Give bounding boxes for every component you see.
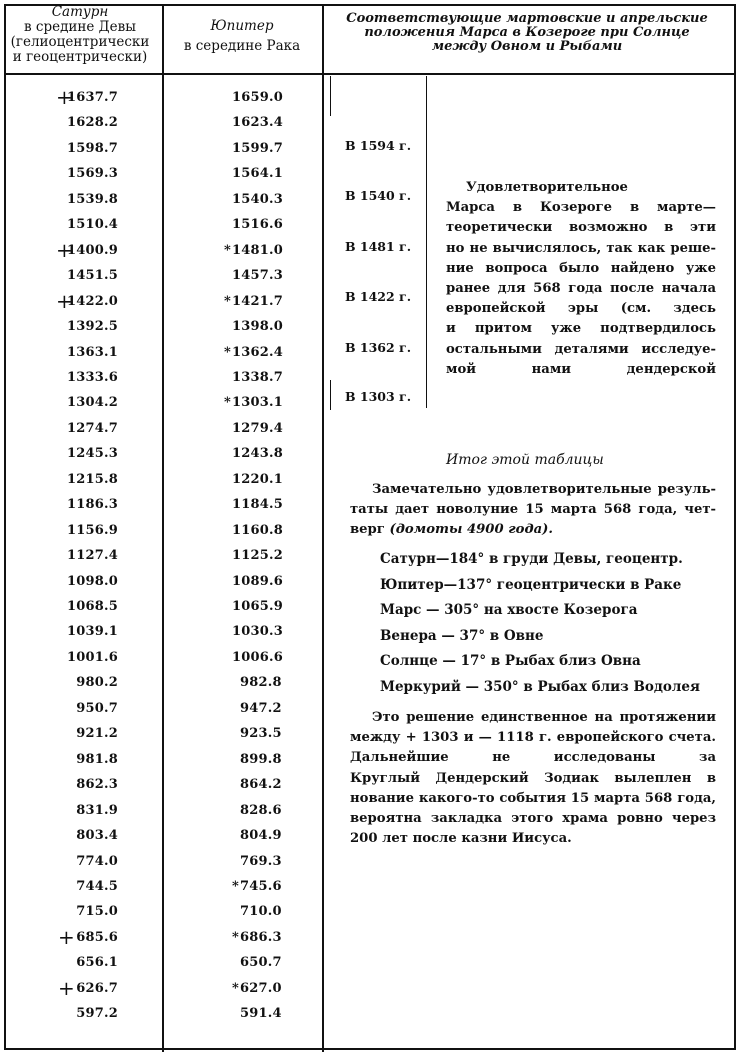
- summary-title: Итог этой таблицы: [446, 452, 604, 468]
- saturn-value: 1215.8: [67, 472, 118, 487]
- column-divider: [162, 4, 164, 1052]
- text-line: и притом уже подтвердилось: [446, 321, 716, 337]
- plus-sign: +: [56, 85, 73, 109]
- saturn-value: 1451.5: [67, 268, 118, 283]
- header-line: (гелиоцентрически: [10, 34, 150, 50]
- jupiter-value: 1279.4: [232, 421, 283, 436]
- header-line: положения Марса в Козероге при Солнце: [364, 25, 690, 40]
- jupiter-value: 1184.5: [232, 497, 283, 512]
- mars-year: В 1594 г.: [345, 138, 412, 153]
- jupiter-value: 1564.1: [232, 166, 283, 181]
- saturn-value: 1245.3: [67, 446, 118, 461]
- jupiter-value: 769.3: [240, 854, 282, 869]
- text-line: 200 лет после казни Иисуса.: [350, 831, 572, 847]
- header-line: в середине Рака: [183, 38, 301, 54]
- asterisk-mark: *: [232, 930, 239, 945]
- text-line: вероятна закладка этого храма ровно через: [350, 810, 716, 826]
- saturn-value: 1068.5: [67, 599, 118, 614]
- saturn-value: 1422.0: [67, 294, 118, 309]
- jupiter-value: 1659.0: [232, 90, 283, 105]
- saturn-value: 1333.6: [67, 370, 118, 385]
- text-line: Дальнейшие не исследованы за: [350, 750, 716, 766]
- plus-sign: +: [56, 238, 73, 262]
- saturn-value: 1001.6: [67, 650, 118, 665]
- jupiter-value: 1338.7: [232, 370, 283, 385]
- text-line: теоретически возможно в эти: [446, 220, 716, 236]
- jupiter-value: 710.0: [240, 904, 282, 919]
- jupiter-value: 982.8: [240, 675, 282, 690]
- saturn-value: 921.2: [76, 726, 118, 741]
- header-line: и геоцентрически): [12, 49, 148, 65]
- planet-position: Венера — 37° в Овне: [380, 628, 544, 644]
- saturn-value: 981.8: [76, 752, 118, 767]
- saturn-value: 656.1: [76, 955, 118, 970]
- text-line: между + 1303 и — 1118 г. европейского счета.: [350, 730, 716, 746]
- jupiter-value: 1303.1: [232, 395, 283, 410]
- mars-year: В 1481 г.: [345, 239, 412, 254]
- asterisk-mark: *: [232, 879, 239, 894]
- mars-column-header: [324, 12, 730, 54]
- jupiter-value: 745.6: [240, 879, 282, 894]
- jupiter-column-header: [164, 16, 320, 56]
- jupiter-value: 1160.8: [232, 523, 283, 538]
- jupiter-value: 1421.7: [232, 294, 283, 309]
- plus-sign: +: [56, 289, 73, 313]
- asterisk-mark: *: [224, 294, 231, 309]
- header-line: Соответствующие мартовские и апрельские: [346, 11, 708, 26]
- saturn-value: 862.3: [76, 777, 118, 792]
- mars-year: В 1422 г.: [345, 289, 412, 304]
- text-line: [350, 520, 716, 540]
- text-fragment: верг: [350, 522, 390, 538]
- summary-conclusion: [350, 708, 716, 849]
- asterisk-mark: *: [224, 395, 231, 410]
- saturn-value: 626.7: [76, 981, 118, 996]
- saturn-value: 1304.2: [67, 395, 118, 410]
- saturn-value: 1637.7: [67, 90, 118, 105]
- saturn-value: 1363.1: [67, 345, 118, 360]
- mars-year: В 1303 г.: [345, 389, 412, 404]
- text-line: Марса в Козероге в марте—: [446, 200, 716, 216]
- text-line: мой нами дендерской: [446, 361, 716, 377]
- mars-note: [446, 178, 716, 380]
- jupiter-value: 828.6: [240, 803, 282, 818]
- jupiter-value: 899.8: [240, 752, 282, 767]
- jupiter-value: 1243.8: [232, 446, 283, 461]
- saturn-value: 1598.7: [67, 141, 118, 156]
- plus-sign: +: [58, 925, 75, 949]
- jupiter-value: 650.7: [240, 955, 282, 970]
- saturn-value: 597.2: [76, 1006, 118, 1021]
- jupiter-value: 1362.4: [232, 345, 283, 360]
- jupiter-value: 1481.0: [232, 243, 283, 258]
- saturn-value: 1510.4: [67, 217, 118, 232]
- asterisk-mark: *: [224, 345, 231, 360]
- asterisk-mark: *: [232, 981, 239, 996]
- saturn-value: 803.4: [76, 828, 118, 843]
- plus-sign: +: [58, 976, 75, 1000]
- header-rule: [4, 73, 736, 75]
- saturn-value: 1156.9: [67, 523, 118, 538]
- saturn-value: 1098.0: [67, 574, 118, 589]
- saturn-value: 744.5: [76, 879, 118, 894]
- saturn-value: 774.0: [76, 854, 118, 869]
- jupiter-value: 947.2: [240, 701, 282, 716]
- jupiter-value: 1125.2: [232, 548, 283, 563]
- jupiter-value: 1220.1: [232, 472, 283, 487]
- planet-position: Юпитер—137° геоцентрически в Раке: [380, 577, 682, 593]
- text-line: Это решение единственное на протяжении: [372, 710, 716, 725]
- asterisk-mark: *: [224, 243, 231, 258]
- header-line: Сатурн: [51, 4, 109, 20]
- jupiter-value: 1457.3: [232, 268, 283, 283]
- note-bracket-line: [330, 76, 331, 116]
- text-line: остальными деталями исследуе-: [446, 341, 716, 357]
- saturn-value: 685.6: [76, 930, 118, 945]
- mars-year: В 1540 г.: [345, 188, 412, 203]
- jupiter-value: 1398.0: [232, 319, 283, 334]
- saturn-value: 950.7: [76, 701, 118, 716]
- jupiter-value: 1089.6: [232, 574, 283, 589]
- text-line: Замечательно удовлетворительные резуль-: [372, 482, 716, 497]
- jupiter-value: 1599.7: [232, 141, 283, 156]
- saturn-value: 1569.3: [67, 166, 118, 181]
- saturn-value: 831.9: [76, 803, 118, 818]
- jupiter-value: 627.0: [240, 981, 282, 996]
- text-line: нование какого-то события 15 марта 568 года,: [350, 790, 716, 806]
- text-line: таты дает новолуние 15 марта 568 года, чет-: [350, 502, 716, 518]
- header-line: Юпитер: [210, 18, 274, 34]
- saturn-value: 715.0: [76, 904, 118, 919]
- planet-position: Солнце — 17° в Рыбах близ Овна: [380, 653, 641, 669]
- jupiter-value: 686.3: [240, 930, 282, 945]
- text-line: ранее для 568 года после начала: [446, 280, 716, 296]
- header-line: в средине Девы: [24, 19, 136, 35]
- note-bracket-line: [330, 380, 331, 410]
- saturn-value: 1274.7: [67, 421, 118, 436]
- jupiter-value: 1065.9: [232, 599, 283, 614]
- saturn-value: 1392.5: [67, 319, 118, 334]
- jupiter-value: 1006.6: [232, 650, 283, 665]
- text-line: ние вопроса было найдено уже: [446, 260, 716, 276]
- jupiter-value: 1030.3: [232, 624, 283, 639]
- jupiter-value: 1540.3: [232, 192, 283, 207]
- saturn-column-header: [0, 5, 160, 65]
- text-fragment: (домоты 4900 года).: [389, 522, 554, 538]
- text-line: но не вычислялось, так как реше-: [446, 240, 716, 256]
- saturn-value: 1039.1: [67, 624, 118, 639]
- saturn-value: 1186.3: [67, 497, 118, 512]
- note-bracket-line: [426, 76, 427, 408]
- header-line: между Овном и Рыбами: [431, 39, 623, 54]
- mars-year: В 1362 г.: [345, 340, 412, 355]
- text-line: европейской эры (см. здесь: [446, 301, 716, 317]
- jupiter-value: 1623.4: [232, 115, 283, 130]
- saturn-value: 1400.9: [67, 243, 118, 258]
- saturn-value: 1127.4: [67, 548, 118, 563]
- jupiter-value: 923.5: [240, 726, 282, 741]
- text-line: Круглый Дендерский Зодиак вылеплен в: [350, 770, 716, 786]
- planet-position: Меркурий — 350° в Рыбах близ Водолея: [380, 679, 700, 695]
- planet-position: Сатурн—184° в груди Девы, геоцентр.: [380, 551, 683, 567]
- jupiter-value: 591.4: [240, 1006, 282, 1021]
- jupiter-value: 864.2: [240, 777, 282, 792]
- planet-position: Марс — 305° на хвосте Козерога: [380, 602, 638, 618]
- column-divider: [322, 4, 324, 1052]
- saturn-value: 980.2: [76, 675, 118, 690]
- saturn-value: 1539.8: [67, 192, 118, 207]
- text-line: Удовлетворительное: [466, 180, 628, 195]
- jupiter-value: 804.9: [240, 828, 282, 843]
- saturn-value: 1628.2: [67, 115, 118, 130]
- summary-intro: [350, 480, 716, 541]
- jupiter-value: 1516.6: [232, 217, 283, 232]
